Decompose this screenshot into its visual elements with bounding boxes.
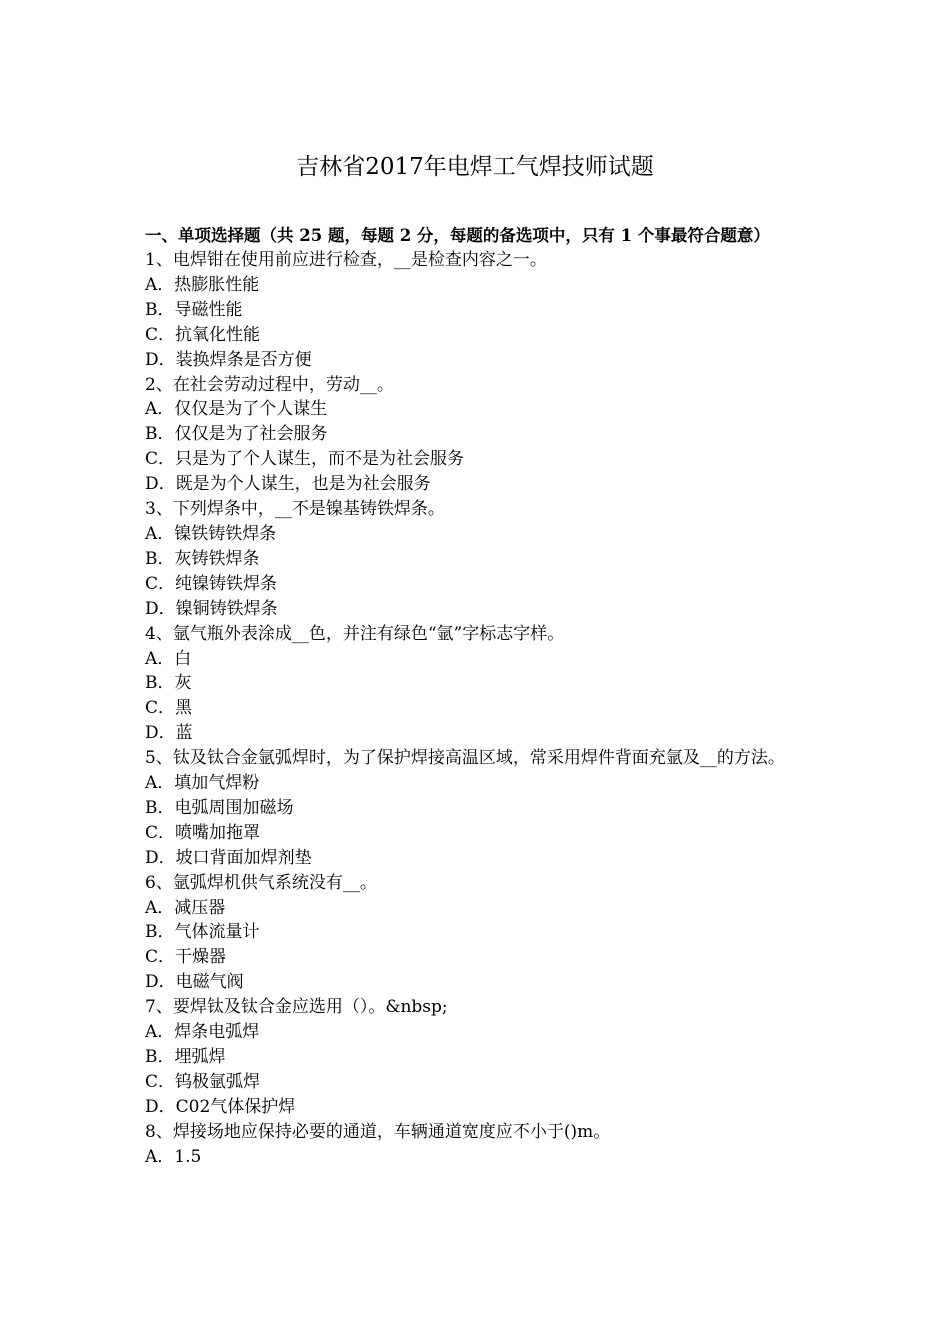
- option-d: D．装换焊条是否方便: [145, 349, 312, 370]
- option-a: A．仅仅是为了个人谋生: [145, 399, 328, 420]
- section-heading: 一、单项选择题（共 25 题，每题 2 分，每题的备选项中，只有 1 个事最符合题意）: [145, 226, 770, 245]
- option-b: B．气体流量计: [145, 922, 260, 943]
- option-b: B．埋弧焊: [145, 1047, 226, 1067]
- option-b: B．灰: [145, 673, 192, 694]
- option-b: B．导磁性能: [145, 299, 243, 320]
- option-d: D．电磁气阀: [145, 972, 244, 993]
- question-3: [145, 497, 813, 622]
- option-a: A．白: [145, 648, 192, 669]
- question-6: [145, 871, 813, 996]
- question-1: [145, 248, 813, 373]
- option-d: D．蓝: [145, 723, 193, 744]
- question-stem: 6、氩弧焊机供气系统没有__。: [145, 872, 377, 893]
- option-c: C．只是为了个人谋生，而不是为社会服务: [145, 449, 465, 470]
- option-d: D．坡口背面加焊剂垫: [145, 847, 312, 868]
- option-c: C．黑: [145, 698, 193, 719]
- question-stem: 2、在社会劳动过程中，劳动__。: [145, 374, 394, 395]
- question-7: [145, 995, 813, 1120]
- question-2: [145, 373, 813, 498]
- document-body: [145, 224, 813, 1170]
- question-stem: 4、氩气瓶外表涂成__色，并注有绿色“氩”字标志字样。: [145, 623, 565, 644]
- question-stem: 5、钛及钛合金氩弧焊时，为了保护焊接高温区域，常采用焊件背面充氩及__的方法。: [145, 748, 785, 769]
- question-stem: 1、电焊钳在使用前应进行检查，__是检查内容之一。: [145, 250, 547, 270]
- option-d: D．既是为个人谋生，也是为社会服务: [145, 474, 431, 495]
- option-d: D．镍铜铸铁焊条: [145, 598, 278, 619]
- option-c: C．钨极氩弧焊: [145, 1071, 261, 1092]
- option-b: B．灰铸铁焊条: [145, 548, 260, 569]
- option-d: D．C02气体保护焊: [145, 1096, 296, 1117]
- question-stem: 7、要焊钛及钛合金应选用（）。&nbsp;: [145, 997, 448, 1018]
- option-c: C．喷嘴加拖罩: [145, 822, 261, 843]
- option-a: A．热膨胀性能: [145, 274, 260, 295]
- option-b: B．仅仅是为了社会服务: [145, 424, 328, 445]
- question-stem: 3、下列焊条中，__不是镍基铸铁焊条。: [145, 499, 445, 520]
- option-a: A．1.5: [145, 1146, 202, 1167]
- option-c: C．干燥器: [145, 947, 227, 968]
- question-stem: 8、焊接场地应保持必要的通道，车辆通道宽度应不小于()m。: [145, 1121, 611, 1142]
- option-b: B．电弧周围加磁场: [145, 797, 294, 818]
- question-4: [145, 622, 813, 747]
- option-c: C．纯镍铸铁焊条: [145, 573, 278, 594]
- option-c: C．抗氧化性能: [145, 324, 261, 345]
- document-title: 吉林省2017年电焊工气焊技师试题: [296, 154, 654, 180]
- option-a: A．镍铁铸铁焊条: [145, 523, 277, 544]
- question-8: [145, 1120, 813, 1170]
- option-a: A．填加气焊粉: [145, 773, 260, 794]
- question-5: [145, 746, 813, 871]
- option-a: A．焊条电弧焊: [145, 1022, 260, 1043]
- option-a: A．减压器: [145, 897, 226, 918]
